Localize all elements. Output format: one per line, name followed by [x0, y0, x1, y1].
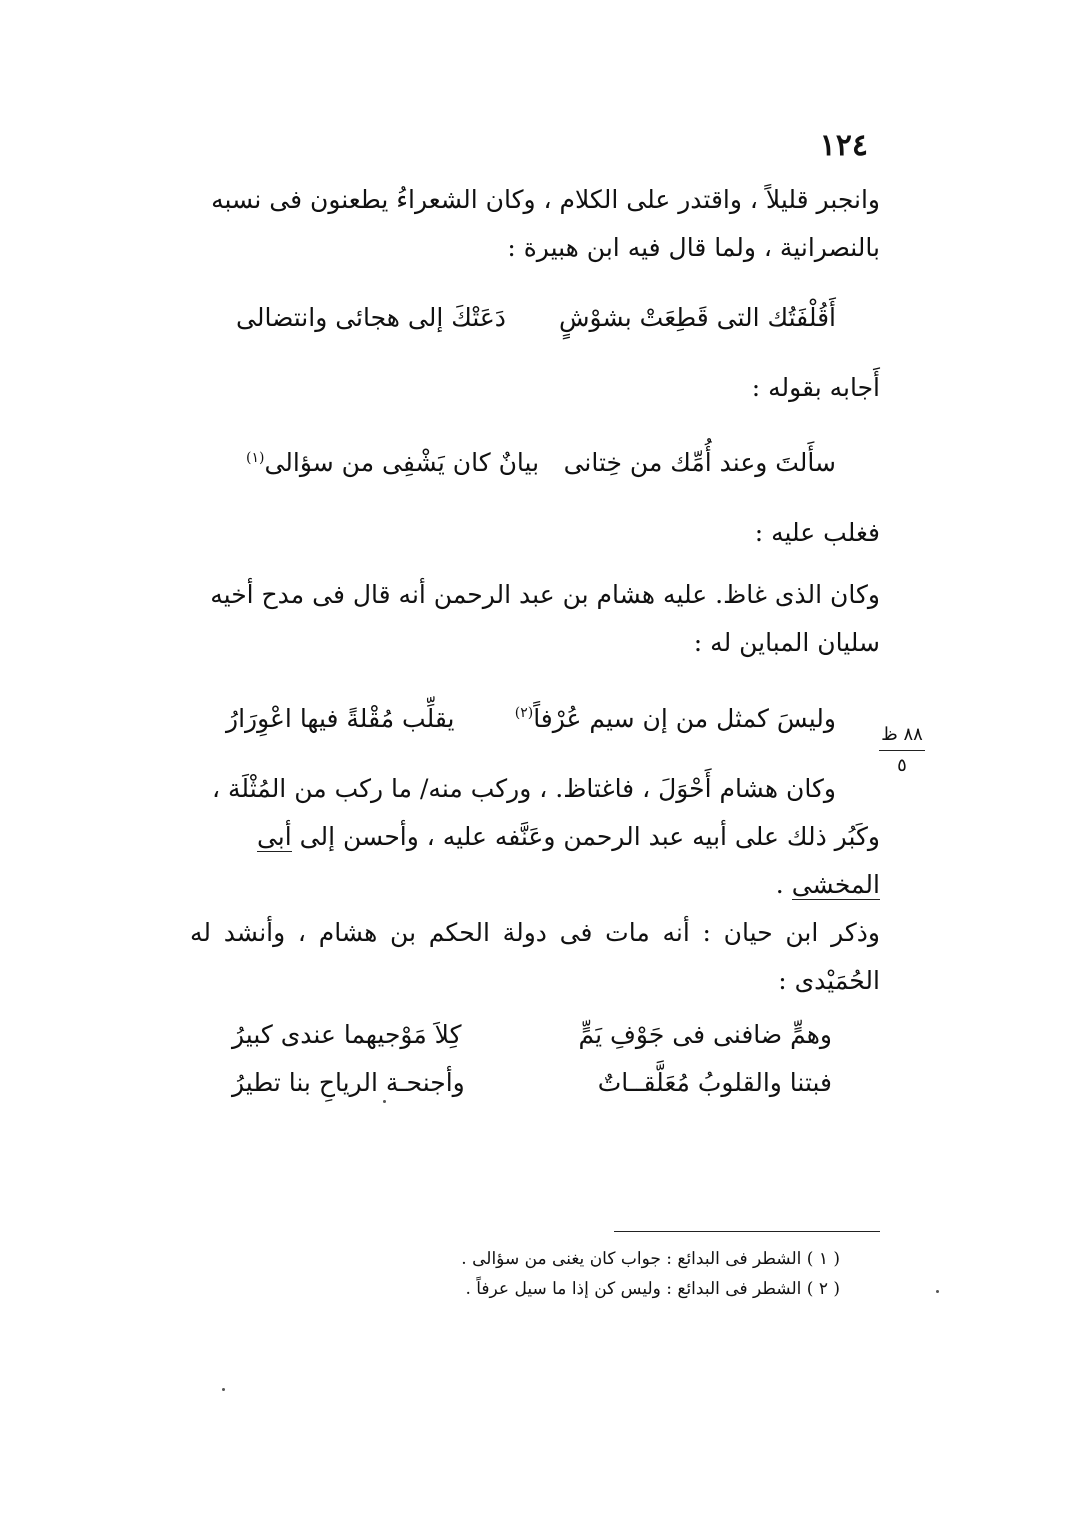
verse-second-hemistich: وأجنحـة الرياحِ بنا تطيرُ	[232, 1067, 465, 1097]
scan-speck	[936, 1290, 939, 1293]
scan-speck	[383, 1100, 386, 1103]
text-line	[190, 813, 880, 909]
page-number: ١٢٤	[819, 128, 868, 163]
text-line: وذكر ابن حيان : أنه مات فى دولة الحكم بن هشام ، وأنشد له الحُمَيْدى :	[190, 917, 880, 995]
verse-second-hemistich: دَعَتْكَ إلى هجائى وانتضالى	[236, 303, 506, 332]
text-line: وكان الذى غاظ. عليه هشام بن عبد الرحمن أنه قال فى مدح أخيه	[210, 580, 880, 610]
scan-speck	[222, 1388, 225, 1391]
footnote-ref: (١)	[246, 450, 265, 466]
text-line: بالنصرانية ، ولما قال فيه ابن هبيرة :	[507, 233, 880, 262]
footnote-separator	[614, 1231, 880, 1232]
text-line: وكان هشام أَحْوَلَ ، فاغتاظ. ، وركب منه/ ما ركب من المُثْلَة ،	[212, 773, 836, 803]
main-text	[190, 176, 880, 1107]
verse-second-hemistich: كِلاَ مَوْجيهما عندى كبيرُ	[232, 1019, 462, 1049]
verse-line	[246, 434, 836, 487]
footnote: ( ١ ) الشطر فى البدائع : جواب كان يغنى من سؤالى .	[461, 1249, 840, 1269]
text-line: سليان المباين له :	[693, 628, 880, 658]
footnote-ref: (٢)	[514, 705, 534, 722]
manuscript-folio-note	[874, 722, 930, 779]
text-segment: وكَبُر ذلك على أبيه عبد الرحمن وعَنَّفه عليه ، وأحسن إلى	[291, 821, 880, 851]
verse-first-hemistich: أَقُلْفَتُك التى قَطِعَتْ بشوْشٍ	[559, 303, 836, 332]
folio-divider	[879, 750, 925, 751]
verse-line	[232, 1011, 832, 1059]
verse-text: بيانٌ كان يَشْفِى من سؤالى	[264, 448, 540, 478]
verse-text: وليسَ كمثل من إن سيم عُرْفاً	[533, 703, 836, 733]
verse-first-hemistich: وهمٍّ ضافنى فى جَوْفِ يَمٍّ	[578, 1019, 832, 1049]
text-line: أَجابه بقوله :	[751, 373, 880, 402]
underlined-name: أبى المخشى	[256, 821, 880, 899]
folio-label: ٨٨ ظ	[881, 724, 923, 745]
footnotes	[400, 1244, 840, 1304]
verse-first-hemistich: فبتنا والقلوبُ مُعَلَّقــاتٌ	[597, 1067, 832, 1097]
verse-line	[226, 689, 836, 742]
verse-first-hemistich	[515, 689, 836, 742]
text-line: وانجبر قليلاً ، واقتدر على الكلام ، وكان الشعراءُ يطعنون فى نسبه	[211, 185, 880, 214]
footnote: ( ٢ ) الشطر فى البدائع : وليس كن إذا ما سيل عرفاً .	[465, 1279, 840, 1299]
verse-line	[236, 294, 836, 342]
verse-second-hemistich	[246, 434, 539, 487]
verse-first-hemistich: سأَلتَ وعند أُمِّك من خِتانى	[563, 448, 836, 478]
text-line: فغلب عليه :	[754, 518, 880, 548]
verse-line	[232, 1059, 832, 1107]
verse-second-hemistich: يقلِّب مُقْلةً فيها اعْوِرَارُ	[226, 703, 455, 733]
line-number: ٥	[897, 755, 907, 776]
text-segment: .	[775, 869, 792, 899]
